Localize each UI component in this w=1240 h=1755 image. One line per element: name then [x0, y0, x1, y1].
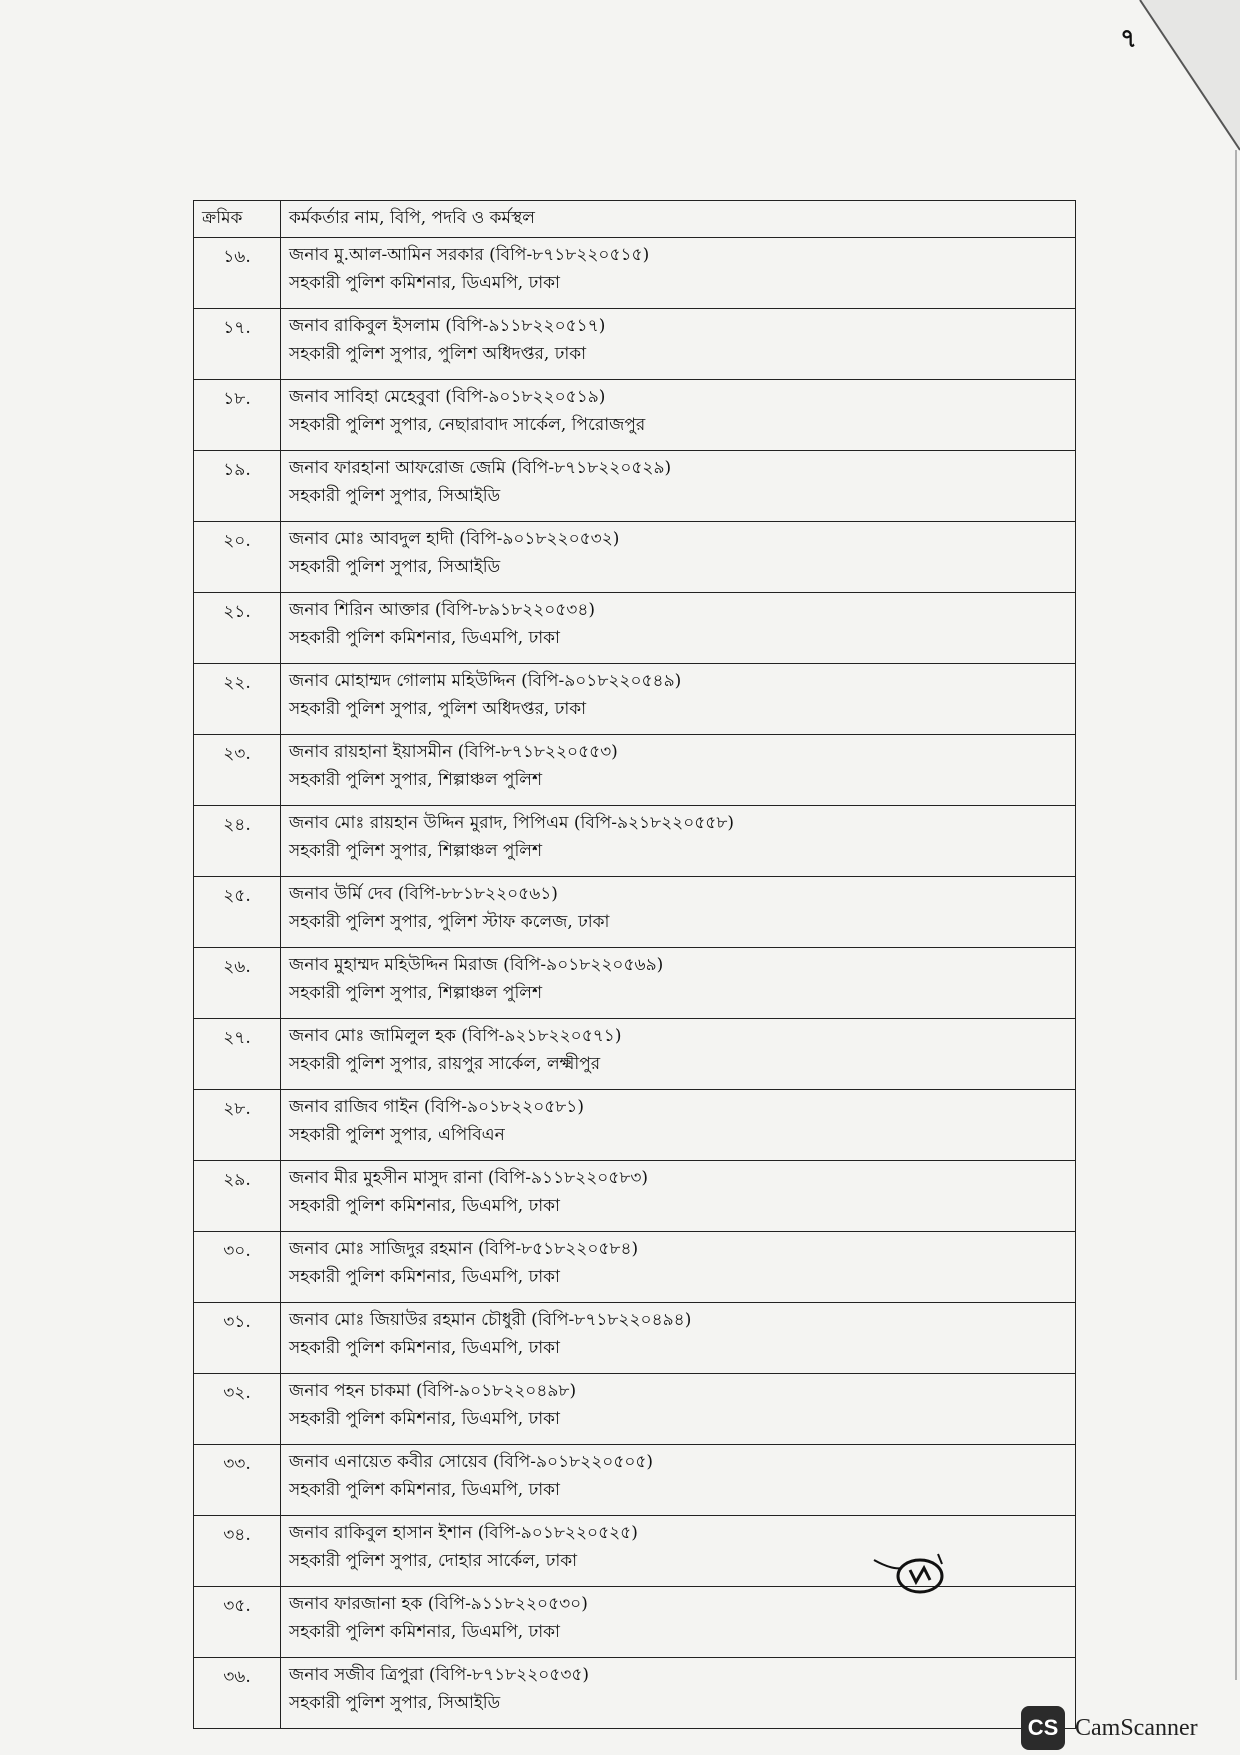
row-details — [281, 238, 1076, 309]
officer-post: সহকারী পুলিশ কমিশনার, ডিএমপি, ঢাকা — [289, 273, 560, 293]
row-serial: ২২. — [194, 664, 281, 735]
row-details — [281, 1303, 1076, 1374]
table-row — [194, 1232, 1076, 1303]
table-row — [194, 1445, 1076, 1516]
table-row — [194, 238, 1076, 309]
table-row — [194, 1658, 1076, 1729]
row-details — [281, 1019, 1076, 1090]
officer-name: জনাব পহন চাকমা (বিপি-৯০১৮২২০৪৯৮) — [289, 1381, 577, 1401]
officer-post: সহকারী পুলিশ সুপার, পুলিশ স্টাফ কলেজ, ঢাকা — [289, 912, 610, 932]
signature-mark — [872, 1548, 958, 1598]
table-row — [194, 948, 1076, 1019]
row-serial: ৩২. — [194, 1374, 281, 1445]
officer-name: জনাব রাজিব গাইন (বিপি-৯০১৮২২০৫৮১) — [289, 1097, 584, 1117]
officer-post: সহকারী পুলিশ সুপার, সিআইডি — [289, 486, 501, 506]
row-serial: ১৭. — [194, 309, 281, 380]
row-details — [281, 664, 1076, 735]
officer-post: সহকারী পুলিশ কমিশনার, ডিএমপি, ঢাকা — [289, 1267, 560, 1287]
officer-post: সহকারী পুলিশ সুপার, পুলিশ অধিদপ্তর, ঢাকা — [289, 344, 587, 364]
row-serial: ২৪. — [194, 806, 281, 877]
officer-name: জনাব রাকিবুল ইসলাম (বিপি-৯১১৮২২০৫১৭) — [289, 316, 606, 336]
row-details — [281, 948, 1076, 1019]
table-row — [194, 806, 1076, 877]
row-details — [281, 1232, 1076, 1303]
row-serial: ৩৪. — [194, 1516, 281, 1587]
officer-name: জনাব উর্মি দেব (বিপি-৮৮১৮২২০৫৬১) — [289, 884, 558, 904]
row-details — [281, 1658, 1076, 1729]
row-serial: ৩৩. — [194, 1445, 281, 1516]
officer-name: জনাব মু.আল-আমিন সরকার (বিপি-৮৭১৮২২০৫১৫) — [289, 245, 650, 265]
officer-name: জনাব মোঃ আবদুল হাদী (বিপি-৯০১৮২২০৫৩২) — [289, 529, 620, 549]
officer-post: সহকারী পুলিশ সুপার, পুলিশ অধিদপ্তর, ঢাকা — [289, 699, 587, 719]
row-serial: ২৭. — [194, 1019, 281, 1090]
table-row — [194, 1374, 1076, 1445]
officer-post: সহকারী পুলিশ সুপার, রায়পুর সার্কেল, লক্ষ্মীপুর — [289, 1054, 601, 1074]
officer-name: জনাব ফারজানা হক (বিপি-৯১১৮২২০৫৩০) — [289, 1594, 588, 1614]
officer-name: জনাব রাকিবুল হাসান ইশান (বিপি-৯০১৮২২০৫২৫) — [289, 1523, 638, 1543]
row-details — [281, 380, 1076, 451]
row-details — [281, 522, 1076, 593]
officer-name: জনাব মীর মুহসীন মাসুদ রানা (বিপি-৯১১৮২২০৫৮৩) — [289, 1168, 649, 1188]
table-row — [194, 1161, 1076, 1232]
row-serial: ২১. — [194, 593, 281, 664]
officer-name: জনাব শিরিন আক্তার (বিপি-৮৯১৮২২০৫৩৪) — [289, 600, 596, 620]
row-serial: ১৬. — [194, 238, 281, 309]
row-serial: ২৯. — [194, 1161, 281, 1232]
table-row — [194, 735, 1076, 806]
row-details — [281, 877, 1076, 948]
table-header-row — [194, 201, 1076, 238]
row-details — [281, 1161, 1076, 1232]
officer-post: সহকারী পুলিশ কমিশনার, ডিএমপি, ঢাকা — [289, 1338, 560, 1358]
officer-post: সহকারী পুলিশ সুপার, সিআইডি — [289, 1693, 501, 1713]
officer-name: জনাব ফারহানা আফরোজ জেমি (বিপি-৮৭১৮২২০৫২৯) — [289, 458, 672, 478]
table-row — [194, 877, 1076, 948]
table-row — [194, 1303, 1076, 1374]
officer-post: সহকারী পুলিশ সুপার, শিল্পাঞ্চল পুলিশ — [289, 983, 543, 1003]
row-serial: ৩১. — [194, 1303, 281, 1374]
officer-name: জনাব এনায়েত কবীর সোয়েব (বিপি-৯০১৮২২০৫০৫) — [289, 1452, 654, 1472]
row-serial: ১৮. — [194, 380, 281, 451]
officer-post: সহকারী পুলিশ সুপার, শিল্পাঞ্চল পুলিশ — [289, 841, 543, 861]
row-serial: ১৯. — [194, 451, 281, 522]
row-serial: ৩৬. — [194, 1658, 281, 1729]
camscanner-brand-text: CamScanner — [1075, 1714, 1198, 1741]
officer-post: সহকারী পুলিশ সুপার, শিল্পাঞ্চল পুলিশ — [289, 770, 543, 790]
row-details — [281, 1090, 1076, 1161]
row-details — [281, 806, 1076, 877]
row-details — [281, 735, 1076, 806]
row-details — [281, 451, 1076, 522]
table-row — [194, 664, 1076, 735]
table-row — [194, 522, 1076, 593]
officer-post: সহকারী পুলিশ সুপার, সিআইডি — [289, 557, 501, 577]
row-details — [281, 309, 1076, 380]
row-details — [281, 593, 1076, 664]
row-serial: ২৮. — [194, 1090, 281, 1161]
header-serial: ক্রমিক — [194, 201, 281, 238]
officer-name: জনাব সাবিহা মেহেবুবা (বিপি-৯০১৮২২০৫১৯) — [289, 387, 606, 407]
officer-name: জনাব মোঃ জামিলুল হক (বিপি-৯২১৮২২০৫৭১) — [289, 1026, 622, 1046]
table-row — [194, 309, 1076, 380]
officer-name: জনাব মোঃ জিয়াউর রহমান চৌধুরী (বিপি-৮৭১৮২২০৪৯৪) — [289, 1310, 692, 1330]
officer-name: জনাব মোহাম্মদ গোলাম মহিউদ্দিন (বিপি-৯০১৮২২০৫৪৯) — [289, 671, 682, 691]
officer-name: জনাব রায়হানা ইয়াসমীন (বিপি-৮৭১৮২২০৫৫৩) — [289, 742, 618, 762]
row-details — [281, 1374, 1076, 1445]
officer-post: সহকারী পুলিশ সুপার, নেছারাবাদ সার্কেল, পিরোজপুর — [289, 415, 646, 435]
officer-name: জনাব মোঃ সাজিদুর রহমান (বিপি-৮৫১৮২২০৫৮৪) — [289, 1239, 639, 1259]
table-row — [194, 380, 1076, 451]
officer-name: জনাব মুহাম্মদ মহিউদ্দিন মিরাজ (বিপি-৯০১৮২২০৫৬৯) — [289, 955, 664, 975]
row-serial: ২৬. — [194, 948, 281, 1019]
officer-post: সহকারী পুলিশ কমিশনার, ডিএমপি, ঢাকা — [289, 628, 560, 648]
camscanner-watermark — [1021, 1706, 1198, 1750]
table-row — [194, 1019, 1076, 1090]
camscanner-logo-icon: CS — [1021, 1706, 1065, 1750]
row-details — [281, 1445, 1076, 1516]
officer-name: জনাব সজীব ত্রিপুরা (বিপি-৮৭১৮২২০৫৩৫) — [289, 1665, 590, 1685]
table-row — [194, 593, 1076, 664]
officer-post: সহকারী পুলিশ কমিশনার, ডিএমপি, ঢাকা — [289, 1622, 560, 1642]
table-row — [194, 451, 1076, 522]
officer-post: সহকারী পুলিশ সুপার, এপিবিএন — [289, 1125, 505, 1145]
officer-list-table — [193, 200, 1076, 1729]
header-details: কর্মকর্তার নাম, বিপি, পদবি ও কর্মস্থল — [281, 201, 1076, 238]
row-serial: ২৩. — [194, 735, 281, 806]
row-serial: ২৫. — [194, 877, 281, 948]
table-row — [194, 1090, 1076, 1161]
officer-post: সহকারী পুলিশ কমিশনার, ডিএমপি, ঢাকা — [289, 1480, 560, 1500]
row-serial: ৩০. — [194, 1232, 281, 1303]
officer-name: জনাব মোঃ রায়হান উদ্দিন মুরাদ, পিপিএম (বিপি-৯২১৮২২০৫৫৮) — [289, 813, 735, 833]
row-serial: ২০. — [194, 522, 281, 593]
officer-post: সহকারী পুলিশ কমিশনার, ডিএমপি, ঢাকা — [289, 1409, 560, 1429]
officer-post: সহকারী পুলিশ সুপার, দোহার সার্কেল, ঢাকা — [289, 1551, 578, 1571]
table-body — [194, 238, 1076, 1729]
officer-post: সহকারী পুলিশ কমিশনার, ডিএমপি, ঢাকা — [289, 1196, 560, 1216]
row-serial: ৩৫. — [194, 1587, 281, 1658]
page-number-mark: ৭ — [1120, 24, 1137, 54]
